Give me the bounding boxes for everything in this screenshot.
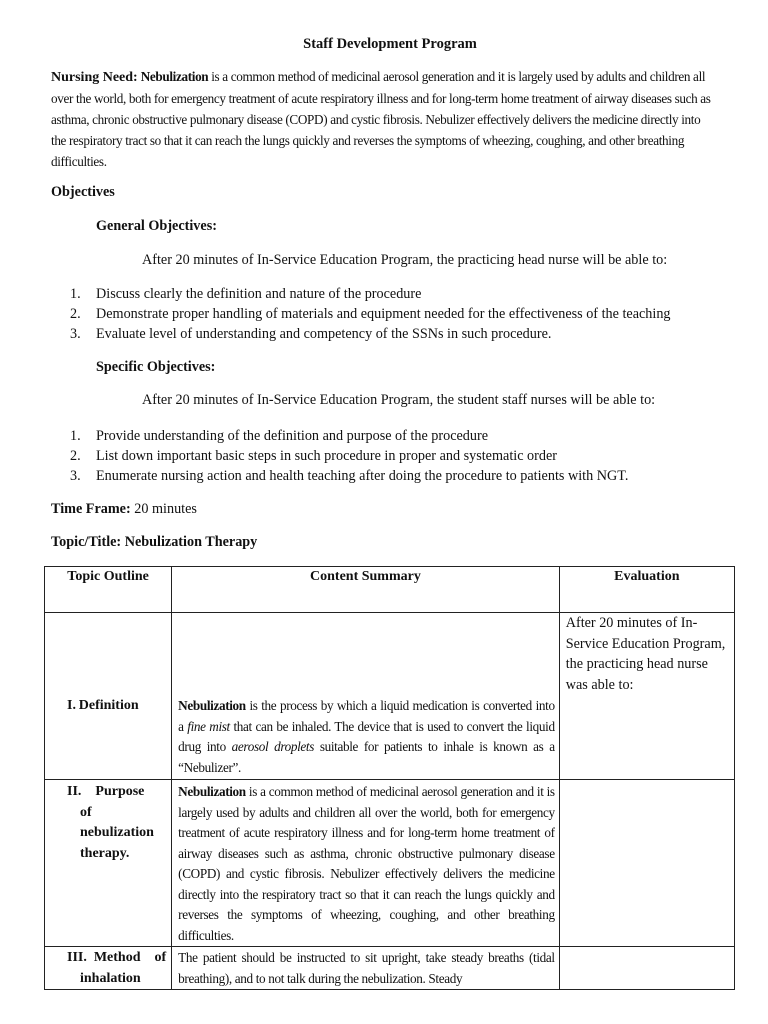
nursing-need-label: Nursing Need:	[51, 70, 138, 85]
evaluation-cell	[559, 613, 734, 780]
evaluation-cell	[559, 947, 734, 990]
evaluation-text: After 20 minutes of In-Service Education Program, the practicing head nurse was able to:	[565, 615, 726, 693]
topic-cell	[45, 780, 172, 947]
content-text: suitable for patients to inhale is known as a “Nebulizer”.	[178, 739, 555, 775]
header-topic-outline: Topic Outline	[45, 567, 172, 613]
topic-label: II. Purpose	[67, 784, 145, 799]
list-item: 1. Discuss clearly the definition and nature of the procedure	[70, 286, 422, 302]
topic-cell	[45, 613, 172, 780]
evaluation-cell	[559, 780, 734, 947]
content-cell	[172, 780, 560, 947]
content-italic: fine mist	[187, 718, 230, 734]
list-item: 1. Provide understanding of the definition and purpose of the procedure	[70, 428, 489, 444]
table-row	[45, 947, 735, 990]
content-text: that can be inhaled. The device that is used to convert the liquid drug into	[178, 718, 555, 754]
page-title: Staff Development Program	[303, 36, 477, 52]
topic-label: of	[80, 804, 92, 820]
content-text: The patient should be instructed to sit upright, take steady breaths (tidal breathing), and to not talk during the nebulization. Steady	[178, 950, 555, 986]
content-term: Nebulization	[178, 698, 246, 713]
topic-label: III. Method of	[67, 950, 167, 965]
table-header-row	[45, 567, 735, 613]
content-italic: aerosol droplets	[231, 739, 315, 754]
topic-cell	[45, 947, 172, 990]
list-item: 2. Demonstrate proper handling of materials and equipment needed for the effectiveness of the teaching	[70, 306, 671, 322]
specific-objectives-list	[70, 426, 730, 486]
list-item: 3. Evaluate level of understanding and competency of the SSNs in such procedure.	[70, 326, 552, 342]
list-item: 3. Enumerate nursing action and health teaching after doing the procedure to patients with NGT.	[70, 468, 629, 484]
topic-title: Topic/Title: Nebulization Therapy	[51, 534, 258, 550]
topic-label: therapy.	[80, 845, 130, 861]
nursing-need-paragraph	[51, 66, 716, 172]
time-frame-label: Time Frame:	[51, 501, 131, 517]
topic-label: nebulization	[80, 825, 154, 840]
content-term: Nebulization	[178, 784, 246, 799]
header-evaluation: Evaluation	[559, 567, 734, 613]
content-cell	[172, 613, 560, 780]
topic-label: I. Definition	[67, 698, 139, 713]
table-row	[45, 780, 735, 947]
content-cell	[172, 947, 560, 990]
specific-objectives-intro: After 20 minutes of In-Service Education Program, the student staff nurses will be able to:	[142, 392, 656, 408]
list-item: 2. List down important basic steps in such procedure in proper and systematic order	[70, 448, 557, 464]
topic-label: inhalation	[80, 970, 141, 986]
general-objectives-list	[70, 284, 730, 344]
time-frame-value: 20 minutes	[130, 501, 197, 517]
general-objectives-intro: After 20 minutes of In-Service Education Program, the practicing head nurse will be able to:	[142, 252, 668, 268]
nursing-need-text: is a common method of medicinal aerosol generation and it is largely used by adults and children all over the world, both for emergency treatment of acute respiratory illness and for long-term home treatment of airway diseases such as asthma, chronic obstructive pulmonary disease (COPD) and cystic fibrosis. Nebulizer effectively delivers the medicine directly into the respiratory tract so that it can reach the lungs quickly and reverses the symptoms of wheezing, coughing, and other breathing difficulties.	[51, 69, 711, 169]
content-text: is the process by which a liquid medication is converted into a	[178, 698, 555, 734]
time-frame	[51, 501, 197, 518]
content-text: is a common method of medicinal aerosol generation and it is largely used by adults and children all over the world, both for emergency treatment of acute respiratory illness and for long-term home treatment of airway diseases such as asthma, chronic obstructive pulmonary disease (COPD) and cystic fibrosis. Nebulizer effectively delivers the medicine directly into the respiratory tract so that it can reach the lungs quickly and reverses the symptoms of wheezing, coughing, and other breathing difficulties.	[178, 784, 555, 943]
header-content-summary: Content Summary	[172, 567, 560, 613]
lesson-plan-table	[44, 566, 735, 990]
objectives-heading: Objectives	[51, 184, 115, 200]
general-objectives-heading: General Objectives:	[96, 218, 217, 234]
nursing-need-term: Nebulization	[140, 69, 209, 84]
specific-objectives-heading: Specific Objectives:	[96, 359, 216, 375]
table-row	[45, 613, 735, 780]
